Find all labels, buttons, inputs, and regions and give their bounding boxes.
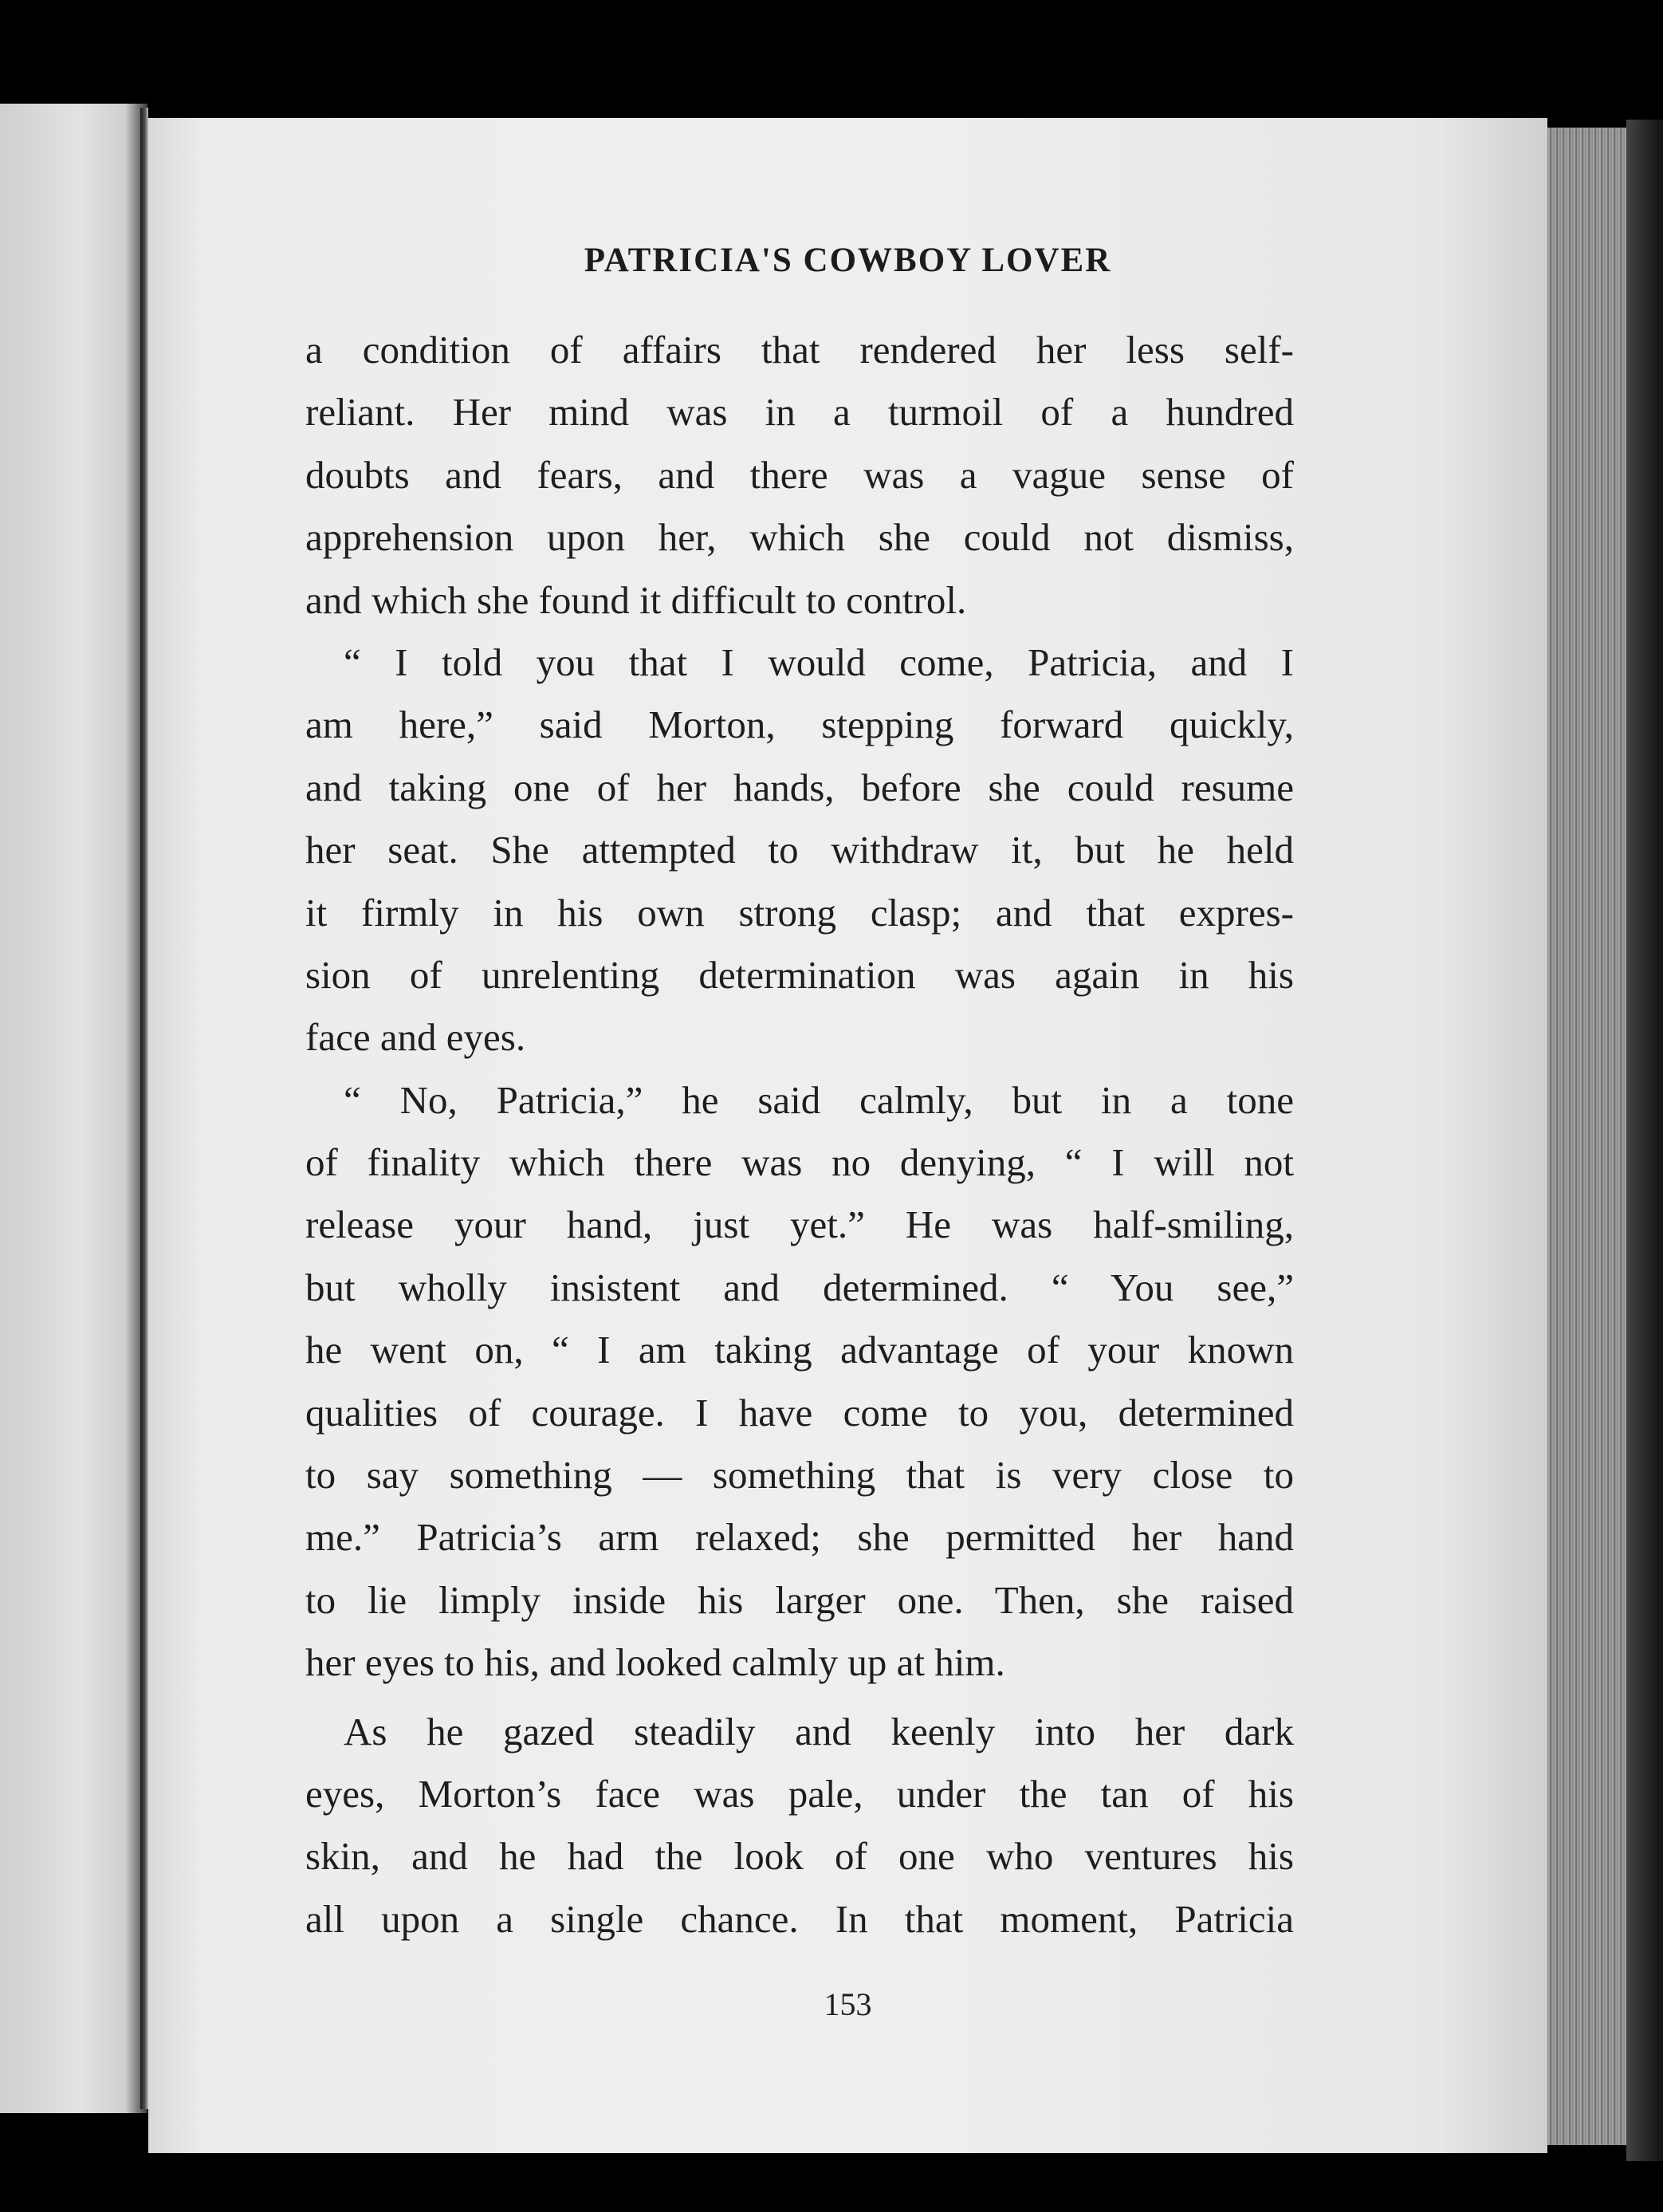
text-line: “ No, Patricia,” he said calmly, but in a tone [344,1077,1294,1122]
text-line: am here,” said Morton, stepping forward quickly, [305,703,1294,747]
text-line: and taking one of her hands, before she could resume [305,765,1294,809]
text-line: reliant. Her mind was in a turmoil of a hundred [305,390,1294,435]
text-line: he went on, “ I am taking advantage of your known [305,1328,1294,1372]
page-number: 153 [824,1986,872,2022]
body-text [305,319,1294,1950]
page-edges [1547,128,1635,2145]
text-line: apprehension upon her, which she could not dismiss, [305,515,1294,560]
text-line: her eyes to his, and looked calmly up at him. [305,1640,1005,1685]
text-line: her seat. She attempted to withdraw it, but he held [305,828,1294,872]
text-line: me.” Patricia’s arm relaxed; she permitted her hand [305,1515,1294,1560]
text-line: but wholly insistent and determined. “ You see,” [305,1265,1294,1309]
text-line: doubts and fears, and there was a vague sense of [305,452,1294,497]
text-line: release your hand, just yet.” He was half-smiling, [305,1202,1294,1247]
text-line: sion of unrelenting determination was again in his [305,952,1294,997]
text-line: eyes, Morton’s face was pale, under the tan of his [305,1771,1294,1816]
text-line: “ I told you that I would come, Patricia, and I [344,640,1294,684]
left-facing-page [0,104,147,2113]
text-line: to say something — something that is very close to [305,1453,1294,1498]
text-line: a condition of affairs that rendered her less self- [305,328,1294,372]
text-line: face and eyes. [305,1015,526,1060]
text-line: As he gazed steadily and keenly into her dark [344,1709,1294,1753]
book-gutter [140,108,148,2109]
page-edges-shadow [1626,120,1663,2161]
text-line: it firmly in his own strong clasp; and that expres- [305,890,1294,935]
text-line: skin, and he had the look of one who ventures his [305,1834,1294,1879]
text-line: all upon a single chance. In that moment, Patricia [305,1896,1294,1941]
text-line: and which she found it difficult to control. [305,577,967,622]
text-line: qualities of courage. I have come to you, determined [305,1390,1294,1435]
running-head: PATRICIA'S COWBOY LOVER [584,242,1112,279]
text-line: to lie limply inside his larger one. Then, she raised [305,1577,1294,1622]
text-line: of finality which there was no denying, “ I will not [305,1140,1294,1185]
